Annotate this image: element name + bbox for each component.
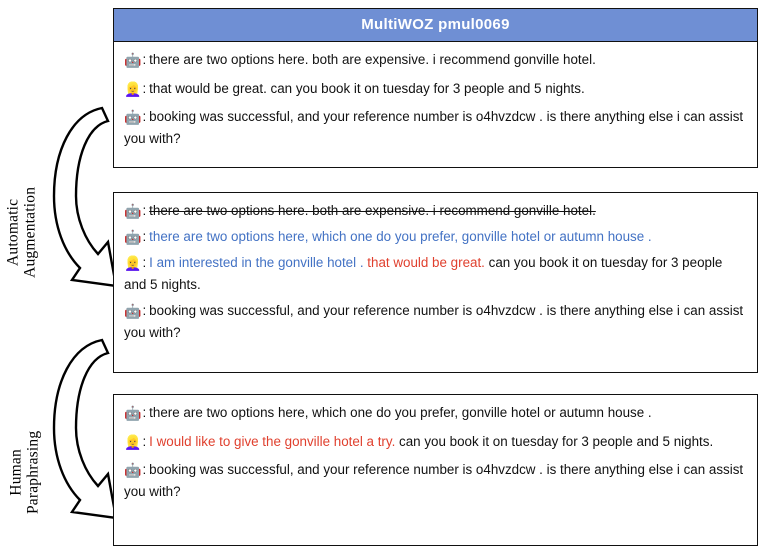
utterance-segment-black: booking was successful, and your reference number is o4hvzdcw . is there anything else i can assist you with? [124, 109, 744, 147]
utterance-segment-black: that would be great. can you book it on tuesday for 3 people and 5 nights. [149, 80, 585, 96]
dialogue-box-augmented [113, 192, 758, 373]
stage-label-line1: Human [7, 449, 25, 496]
dialogue-turn-system [124, 49, 747, 71]
speaker-colon: : [142, 255, 147, 271]
blond-person-icon: 👱‍♀️ [124, 80, 142, 97]
dialogue-turn-system [124, 106, 747, 149]
speaker-colon: : [142, 229, 147, 245]
dialogue-turn-system [124, 226, 747, 248]
speaker-colon: : [142, 302, 147, 318]
speaker-colon: : [142, 80, 147, 96]
speaker-colon: : [142, 405, 147, 420]
utterance-segment-black: can you book it on tuesday for 3 people and 5 nights. [395, 433, 714, 449]
utterance-segment-blue: there are two options here, which one do you prefer, gonville hotel or autumn house . [149, 229, 652, 245]
stage-label-human-paraphrasing [8, 412, 43, 532]
dialogue-turn-user [124, 78, 747, 100]
utterance-segment-blue: I am interested in the gonville hotel . [149, 255, 368, 271]
stage-label-line2: Augmentation [22, 186, 39, 278]
dialogue-turn-system [124, 459, 747, 502]
speaker-colon: : [142, 109, 147, 125]
dialogue-box-original [113, 8, 758, 168]
stage-label-line2: Paraphrasing [25, 430, 42, 515]
speaker-colon: : [142, 203, 147, 218]
utterance-segment-black: there are two options here, which one do you prefer, gonville hotel or autumn house . [149, 405, 652, 420]
dialogue-header-title: MultiWOZ pmul0069 [114, 9, 757, 42]
dialogue-box-human-paraphrased [113, 394, 758, 546]
dialogue-turn-list [114, 193, 757, 351]
utterance-segment-red: that would be great. [367, 255, 485, 271]
dialogue-turn-system [124, 300, 747, 343]
speaker-colon: : [142, 433, 147, 449]
robot-face-icon: 🤖 [124, 462, 142, 479]
robot-face-icon: 🤖 [124, 302, 142, 319]
dialogue-turn-user [124, 431, 747, 453]
speaker-colon: : [142, 462, 147, 478]
blond-person-icon: 👱‍♀️ [124, 255, 142, 272]
robot-face-icon: 🤖 [124, 52, 142, 68]
stage-label-automatic-augmentation [5, 172, 40, 292]
utterance-segment-black: booking was successful, and your reference number is o4hvzdcw . is there anything else i can assist you with? [124, 462, 744, 500]
utterance-segment-black: can you book it on tuesday for 3 people and 5 nights. [124, 255, 723, 293]
robot-face-icon: 🤖 [124, 109, 142, 126]
blond-person-icon: 👱‍♀️ [124, 433, 142, 450]
utterance-segment-red: I would like to give the gonville hotel a try. [149, 433, 396, 449]
dialogue-turn-user [124, 252, 747, 295]
utterance-segment-black: there are two options here. both are expensive. i recommend gonville hotel. [149, 52, 596, 67]
dialogue-turn-system [124, 402, 747, 424]
stage-label-line1: Automatic [4, 198, 22, 266]
dialogue-turn-system [124, 200, 747, 222]
dialogue-turn-list [114, 42, 757, 160]
utterance-segment-struck: there are two options here. both are expensive. i recommend gonville hotel. [149, 203, 596, 218]
robot-face-icon: 🤖 [124, 203, 142, 219]
utterance-segment-black: booking was successful, and your reference number is o4hvzdcw . is there anything else i can assist you with? [124, 302, 744, 340]
speaker-colon: : [142, 52, 147, 67]
robot-face-icon: 🤖 [124, 229, 142, 246]
dialogue-turn-list [114, 395, 757, 513]
robot-face-icon: 🤖 [124, 405, 142, 421]
